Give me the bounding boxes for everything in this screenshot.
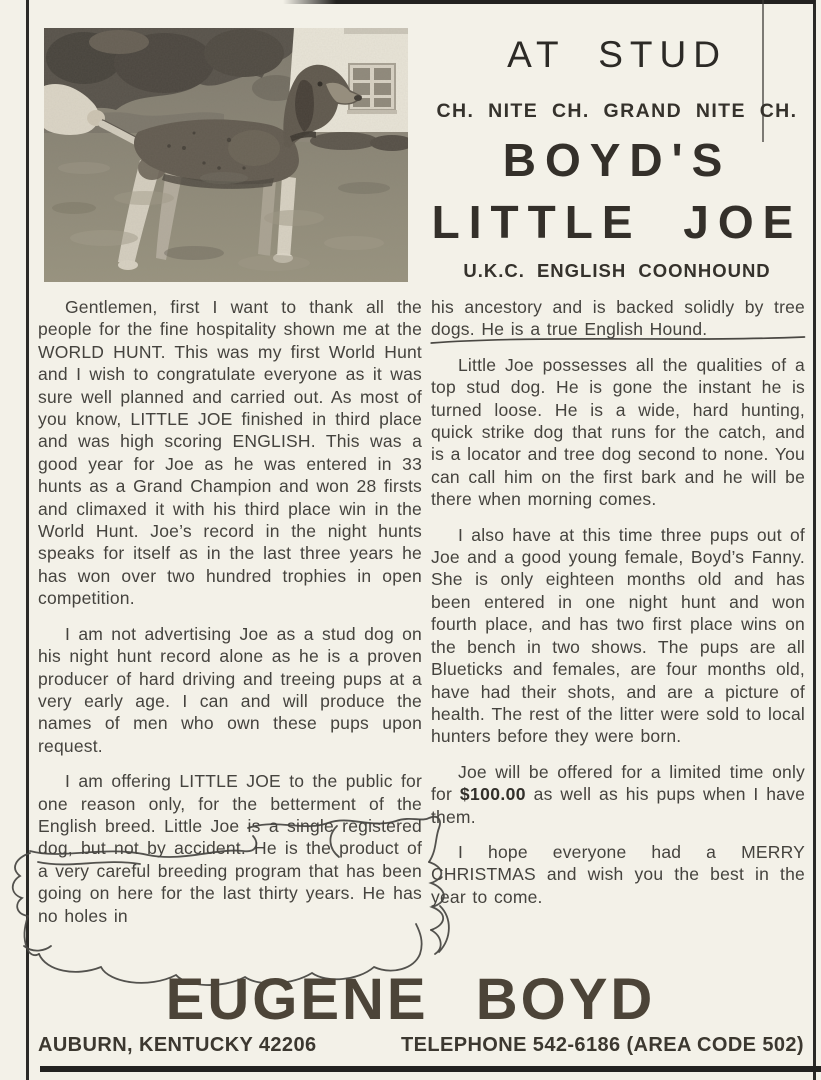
page-border-right [813,0,816,1080]
photo-grain-overlay [44,28,408,282]
breed-subtitle: U.K.C. ENGLISH COONHOUND [463,260,771,281]
page-border-left [26,0,29,1080]
ancestry-text: his ancestory and is backed solidly by tree dogs. He is [431,297,805,340]
contact-row [38,1034,804,1057]
underlined-phrase: a true English Hound. [530,319,708,340]
page-border-top [283,0,815,4]
paragraph-stud-record: I am not advertising Joe as a stud dog on his night hunt record alone as he is a proven producer of hard driving and treeing pups at a very early age. I can and will produce the names of men who own these pups upon request. [38,623,422,756]
dog-name-line1: BOYD'S [502,134,732,186]
stud-header [426,34,808,282]
dog-photo [44,28,408,282]
price-text-pre: Joe will be offered for a limited time only for [431,761,805,805]
champion-titles: CH. NITE CH. GRAND NITE CH. [436,100,798,122]
article-left-column [38,296,422,940]
page-border-bottom [40,1066,821,1072]
dog-name-line2: LITTLE JOE [431,196,803,248]
stud-fee-price: $100.00 [459,784,526,805]
paragraph-ancestry [431,296,805,341]
at-stud-heading: AT STUD [507,34,727,75]
price-text-post: as well as his pups when I have them. [431,784,805,827]
owner-telephone: TELEPHONE 542-6186 (AREA CODE 502) [401,1034,804,1056]
paragraph-price [431,761,805,828]
kennel-owner-name: EUGENE BOYD [165,967,656,1032]
paragraph-christmas: I hope everyone had a MERRY CHRISTMAS and wish you the best in the year to come. [431,841,805,907]
owner-address: AUBURN, KENTUCKY 42206 [38,1034,317,1056]
article-right-column [431,296,805,921]
paragraph-world-hunt: Gentlemen, first I want to thank all the people for the fine hospitality shown me at the WORLD HUNT. This was my first World Hunt and I wish to congratulate everyone as it was sure well planned and carried out. As most of you know, LITTLE JOE finished in third place and was high scoring ENGLISH. This was a good year for Joe as he was entered in 33 hunts as a Grand Champion and won 28 firsts and climaxed it with his third place win in the World Hunt. Joe’s record in the night hunts speaks for itself as in the last three years he has won over two hundred trophies in open competition. [38,297,422,609]
paragraph-pups: I also have at this time three pups out of Joe and a good young female, Boyd’s Fanny. She is only eighteen months old and has been entered in one night hunt and won fourth place, and has two first place wins on the bench in two shows. The pups are all Blueticks and females, are four months old, have had their shots, and are a picture of health. The rest of the litter were sold to local hunters before they were born. [431,524,805,747]
paragraph-offering: I am offering LITTLE JOE to the public for one reason only, for the betterment of the English breed. Little Joe is a single registered dog, but not by accident. He is the product of a very careful breeding program that has been going on here for the last thirty years. He has no holes in [38,771,422,926]
dog-photo-illustration [44,28,408,282]
paragraph-qualities: Little Joe possesses all the qualities of a top stud dog. He is gone the instant he is turned loose. He is a wide, hard hunting, quick strike dog that runs for the catch, and is a locator and tree dog second to none. You can call him on the first bark and he will be there when morning comes. [431,354,805,510]
